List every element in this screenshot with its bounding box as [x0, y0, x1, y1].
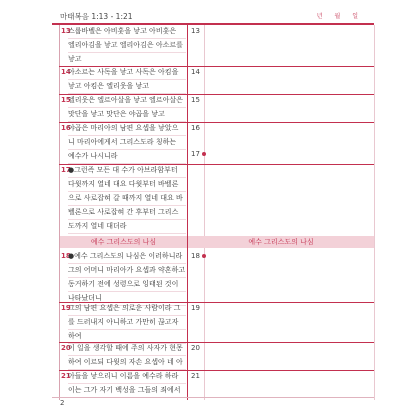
- verse-line: 으로 사로잡혀 갈 때까지 열네 대요 바: [68, 192, 186, 206]
- verse-number: 13: [61, 27, 71, 35]
- copy-verse-number: 18: [191, 252, 200, 260]
- verse-line: 엘리웃은 엘르아살을 낳고 엘르아살은: [68, 94, 186, 108]
- copy-verse-number: 17: [191, 150, 200, 158]
- row-separator: [59, 370, 374, 371]
- verse-text: [68, 370, 186, 398]
- page-header: [52, 9, 374, 23]
- verse-line: ●그런즉 모든 대 수가 아브라함부터: [68, 164, 186, 178]
- verse-line: 도까지 열네 대더라: [68, 220, 186, 234]
- verse-line: ●예수 그리스도의 나심은 이러하니라: [68, 250, 186, 264]
- verse-line: 낳고 아킴은 엘리웃을 낳고: [68, 80, 186, 94]
- verse-number: 19: [61, 304, 71, 312]
- page-number: 2: [60, 399, 65, 407]
- verse-text: [68, 302, 186, 344]
- verse-line: 아소르는 사독을 낳고 사독은 아킴을: [68, 66, 186, 80]
- verse-number: 14: [61, 68, 71, 76]
- verse-line: 그의 남편 요셉은 의로운 사람이라 그: [68, 302, 186, 316]
- verse-text: [68, 25, 186, 67]
- paragraph-marker-icon: [202, 254, 206, 258]
- verse-number: 20: [61, 344, 71, 352]
- verse-line: 하여: [68, 330, 186, 344]
- verse-line: 벨론으로 사로잡혀 간 후부터 그리스: [68, 206, 186, 220]
- verse-line: 다윗까지 열네 대요 다윗부터 바벨론: [68, 178, 186, 192]
- copy-verse-number: 19: [191, 304, 200, 312]
- verse-line: 니 마리아에게서 그리스도라 칭하는: [68, 136, 186, 150]
- verse-text: [68, 94, 186, 122]
- verse-line: 그의 어머니 마리아가 요셉과 약혼하고: [68, 264, 186, 278]
- page-title: 마태복음 1:13 - 1:21: [60, 12, 133, 21]
- verse-line: 아들을 낳으리니 이름을 예수라 하라: [68, 370, 186, 384]
- copy-verse-number: 15: [191, 96, 200, 104]
- verse-line: 를 드러내지 아니하고 가만히 끊고자: [68, 316, 186, 330]
- verse-line: 스룹바벨은 아비훗을 낳고 아비훗은: [68, 25, 186, 39]
- bottom-rule: [52, 397, 374, 398]
- verse-number: 21: [61, 372, 71, 380]
- center-divider-line: [187, 25, 188, 400]
- verse-line: 나타났더니: [68, 292, 186, 306]
- verse-line: 엘리아김을 낳고 엘리아김은 아소르를: [68, 39, 186, 53]
- section-title-copy: 예수 그리스도의 나심: [248, 238, 314, 246]
- verse-line: 야곱은 마리아의 남편 요셉을 낳았으: [68, 122, 186, 136]
- right-margin-line: [374, 25, 375, 400]
- verse-text: [68, 250, 186, 306]
- verse-line: 예수가 나시니라: [68, 150, 186, 164]
- copy-verse-number: 21: [191, 372, 200, 380]
- verse-line: 하여 이르되 다윗의 자손 요셉아 네 아: [68, 356, 186, 370]
- copy-verse-number: 16: [191, 124, 200, 132]
- verse-line: 동거하기 전에 성령으로 잉태된 것이: [68, 278, 186, 292]
- verse-line: 이는 그가 자기 백성을 그들의 죄에서: [68, 384, 186, 398]
- copy-verse-number: 13: [191, 27, 200, 35]
- verse-line: 이 일을 생각할 때에 주의 사자가 현몽: [68, 342, 186, 356]
- copy-verse-number: 20: [191, 344, 200, 352]
- left-margin-line: [59, 25, 60, 400]
- verse-text: [68, 66, 186, 94]
- verse-text: [68, 342, 186, 370]
- verse-number: 15: [61, 96, 71, 104]
- section-title: 예수 그리스도의 나심: [90, 238, 157, 246]
- verse-line: 낳고: [68, 53, 186, 67]
- paragraph-marker-icon: [202, 152, 206, 156]
- copy-verse-number: 14: [191, 68, 200, 76]
- verse-number: 18: [61, 252, 71, 260]
- verse-text: [68, 164, 186, 234]
- verse-text: [68, 122, 186, 164]
- verse-number: 17: [61, 166, 71, 174]
- right-number-column-line: [204, 25, 205, 400]
- verse-line: 맛단을 낳고 맛단은 야곱을 낳고: [68, 108, 186, 122]
- date-label: 년 월 일: [316, 13, 358, 20]
- verse-number: 16: [61, 124, 71, 132]
